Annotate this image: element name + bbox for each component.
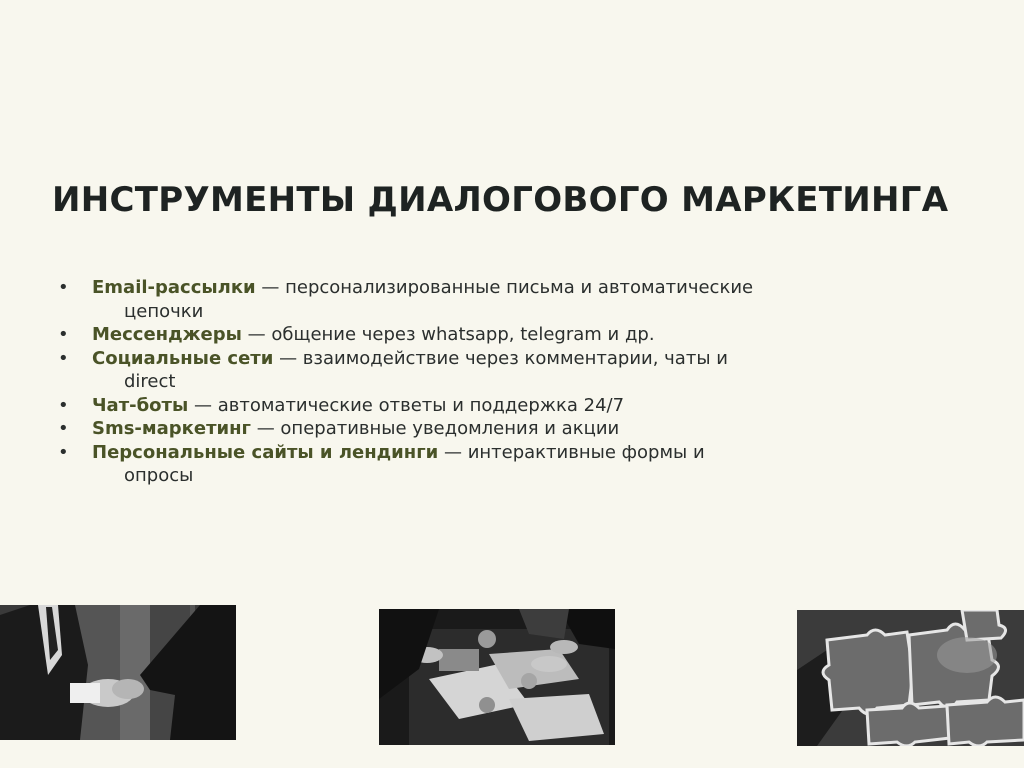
- bullet-dot-icon: •: [58, 324, 69, 345]
- list-item-messengers: [58, 323, 778, 347]
- puzzle-pieces-photo: [797, 610, 1024, 746]
- item-description: — общение через whatsapp, telegram и др.: [241, 324, 655, 345]
- item-term: Персональные сайты и лендинги: [92, 441, 439, 463]
- list-item-sms: [58, 417, 778, 441]
- item-description: — оперативные уведомления и акции: [250, 418, 620, 439]
- bullet-list: [58, 276, 778, 488]
- list-item-landings: [58, 441, 778, 488]
- bullet-dot-icon: •: [58, 277, 69, 298]
- item-term: Email-рассылки: [92, 277, 256, 298]
- item-term: Чат-боты: [92, 394, 189, 416]
- bullet-dot-icon: •: [58, 347, 69, 369]
- bullet-dot-icon: •: [58, 441, 69, 463]
- item-description: — персонализированные письма и автоматические цепочки: [124, 277, 754, 322]
- item-description: — автоматические ответы и поддержка 24/7: [188, 394, 625, 416]
- list-item-chatbots: [58, 394, 778, 418]
- item-term: Мессенджеры: [92, 324, 242, 345]
- business-meeting-photo: [379, 609, 615, 745]
- list-item-email: [58, 276, 778, 323]
- item-description: — взаимодействие через комментарии, чаты и direct: [124, 347, 728, 392]
- bullet-dot-icon: •: [58, 394, 69, 416]
- item-term: Социальные сети: [92, 347, 274, 369]
- handshake-photo: [0, 605, 236, 740]
- bullet-dot-icon: •: [58, 418, 69, 439]
- item-description: — интерактивные формы и опросы: [124, 441, 705, 486]
- list-item-social: [58, 347, 778, 394]
- item-term: Sms-маркетинг: [92, 418, 251, 439]
- slide-title: ИНСТРУМЕНТЫ ДИАЛОГОВОГО МАРКЕТИНГА: [52, 180, 949, 220]
